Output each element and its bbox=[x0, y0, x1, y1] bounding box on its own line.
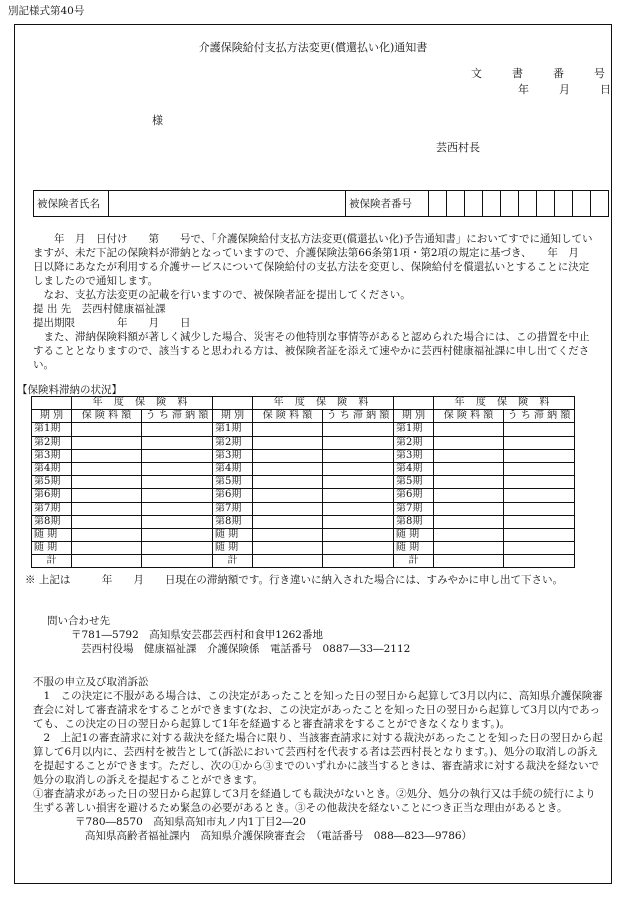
arrears-amount-cell[interactable] bbox=[142, 476, 213, 489]
issuer: 芸西村長 bbox=[436, 141, 480, 154]
insured-number-digit[interactable] bbox=[501, 191, 519, 217]
premium-amount-cell[interactable] bbox=[434, 436, 504, 449]
premium-amount-cell[interactable] bbox=[72, 542, 142, 555]
year-header-blank bbox=[32, 397, 72, 410]
arrears-column-header: う ち 滞 納 額 bbox=[504, 410, 575, 423]
appeal-office: 高知県高齢者福祉課内 高知県介護保険審査会 （電話番号 088―823―9786） bbox=[85, 830, 473, 842]
submit-to: 提 出 先 芸西村健康福祉課 bbox=[33, 303, 166, 315]
table-row bbox=[32, 515, 575, 528]
period-column-header: 期 別 bbox=[213, 410, 253, 423]
premium-amount-cell[interactable] bbox=[72, 436, 142, 449]
table-row bbox=[32, 436, 575, 449]
appeal-paragraph: 2 上記1の審査請求に対する裁決を経た場合に限り、当該審査請求に対する裁決があったことを知った日の翌日から起算して6月以内に、芸西村を被告として(訴訟において芸西村を代表する者は芸西村長となります。)、処分の取消しの訴えを提起することができます。ただし、次の①から③までのいずれかに該当するときは、審査請求に対する裁決を経ないで処分の取消しの訴えを提起することができます。 bbox=[33, 732, 603, 786]
premium-amount-cell[interactable] bbox=[434, 423, 504, 436]
premium-amount-cell[interactable] bbox=[434, 489, 504, 502]
period-label: 随 期 bbox=[32, 542, 72, 555]
arrears-column-header: う ち 滞 納 額 bbox=[142, 410, 213, 423]
appeal-paragraph: ①審査請求があった日の翌日から起算して3月を経過しても裁決がないとき。②処分、処分の執行又は手続の続行により生ずる著しい損害を避けるため緊急の必要があるとき。③その他裁決を経ないことにつき正当な理由があるとき。 bbox=[33, 788, 596, 814]
fiscal-year-header: 年 度 保 険 料 bbox=[253, 397, 394, 410]
period-label: 計 bbox=[394, 555, 434, 568]
arrears-amount-cell[interactable] bbox=[504, 476, 575, 489]
table-row bbox=[32, 502, 575, 515]
amount-column-header: 保 険 料 額 bbox=[72, 410, 142, 423]
appeal-address: 〒780―8570 高知県高知市丸ノ内1丁目2―20 bbox=[75, 816, 306, 828]
arrears-amount-cell[interactable] bbox=[323, 462, 394, 475]
premium-amount-cell[interactable] bbox=[253, 476, 323, 489]
period-label: 第6期 bbox=[394, 489, 434, 502]
body-paragraph: 年 月 日付け 第 号で、「介護保険給付支払方法変更(償還払い化)予告通知書」においてすでに通知していますが、未だ下記の保険料が滞納となっていますので、介護保険法第66条第1項・第2項の規定に基づき、 年 月 日以降にあなたが利用する介護サービスについて保険給付の支払方法を変更し、保険給付を償還払いとすることに決定しましたので通知します。 bbox=[33, 233, 593, 287]
arrears-amount-cell[interactable] bbox=[504, 515, 575, 528]
arrears-column-header: う ち 滞 納 額 bbox=[323, 410, 394, 423]
arrears-amount-cell[interactable] bbox=[323, 423, 394, 436]
period-label: 第2期 bbox=[32, 436, 72, 449]
arrears-amount-cell[interactable] bbox=[504, 436, 575, 449]
premium-amount-cell[interactable] bbox=[72, 489, 142, 502]
table-row bbox=[32, 449, 575, 462]
insured-number-digit[interactable] bbox=[519, 191, 537, 217]
period-label: 随 期 bbox=[32, 528, 72, 541]
fiscal-year-header: 年 度 保 険 料 bbox=[72, 397, 213, 410]
period-label: 第5期 bbox=[394, 476, 434, 489]
appeal-section bbox=[33, 675, 603, 843]
period-label: 第6期 bbox=[32, 489, 72, 502]
period-label: 第8期 bbox=[32, 515, 72, 528]
arrears-amount-cell[interactable] bbox=[142, 542, 213, 555]
arrears-amount-cell[interactable] bbox=[323, 476, 394, 489]
period-label: 第6期 bbox=[213, 489, 253, 502]
premium-amount-cell[interactable] bbox=[434, 462, 504, 475]
arrears-amount-cell[interactable] bbox=[142, 449, 213, 462]
premium-amount-cell[interactable] bbox=[434, 476, 504, 489]
body-paragraph: なお、支払方法変更の記載を行いますので、被保険者証を提出してください。 bbox=[33, 289, 411, 301]
table-row bbox=[32, 423, 575, 436]
premium-amount-cell[interactable] bbox=[253, 555, 323, 568]
premium-amount-cell[interactable] bbox=[72, 515, 142, 528]
period-label: 随 期 bbox=[213, 528, 253, 541]
arrears-table bbox=[31, 396, 575, 568]
insured-name-field[interactable] bbox=[109, 191, 346, 217]
insured-number-digit[interactable] bbox=[447, 191, 465, 217]
period-label: 第7期 bbox=[32, 502, 72, 515]
premium-amount-cell[interactable] bbox=[72, 462, 142, 475]
doc-number-char: 書 bbox=[512, 67, 523, 80]
table-row bbox=[32, 476, 575, 489]
period-label: 計 bbox=[213, 555, 253, 568]
issue-date bbox=[518, 81, 611, 97]
insured-number-digit[interactable] bbox=[429, 191, 447, 217]
premium-amount-cell[interactable] bbox=[434, 555, 504, 568]
arrears-amount-cell[interactable] bbox=[504, 489, 575, 502]
insured-info-table bbox=[33, 190, 609, 217]
period-column-header: 期 別 bbox=[394, 410, 434, 423]
period-column-header: 期 別 bbox=[32, 410, 72, 423]
doc-number-char: 号 bbox=[594, 67, 605, 80]
arrears-amount-cell[interactable] bbox=[142, 515, 213, 528]
table-row bbox=[32, 462, 575, 475]
date-month: 月 bbox=[559, 83, 570, 96]
table-row bbox=[32, 489, 575, 502]
table-row bbox=[32, 528, 575, 541]
arrears-amount-cell[interactable] bbox=[142, 502, 213, 515]
date-day: 日 bbox=[600, 83, 611, 96]
period-label: 第5期 bbox=[32, 476, 72, 489]
arrears-amount-cell[interactable] bbox=[504, 542, 575, 555]
premium-amount-cell[interactable] bbox=[72, 449, 142, 462]
premium-amount-cell[interactable] bbox=[72, 476, 142, 489]
period-label: 第5期 bbox=[213, 476, 253, 489]
insured-number-digit[interactable] bbox=[573, 191, 591, 217]
arrears-amount-cell[interactable] bbox=[142, 528, 213, 541]
arrears-amount-cell[interactable] bbox=[323, 502, 394, 515]
form-number-label: 別記様式第40号 bbox=[8, 5, 85, 17]
arrears-amount-cell[interactable] bbox=[142, 555, 213, 568]
addressee: 様 bbox=[152, 114, 163, 127]
body-paragraph: また、滞納保険料額が著しく減少した場合、災害その他特別な事情等があると認められた場合には、この措置を中止することとなりますので、該当すると思われる方は、被保険者証を添えて速やかに芸西村健康福祉課に申し出てください。 bbox=[33, 331, 590, 371]
premium-amount-cell[interactable] bbox=[253, 502, 323, 515]
period-label: 第8期 bbox=[213, 515, 253, 528]
premium-amount-cell[interactable] bbox=[253, 528, 323, 541]
arrears-amount-cell[interactable] bbox=[142, 436, 213, 449]
premium-amount-cell[interactable] bbox=[253, 462, 323, 475]
document-title: 介護保険給付支払方法変更(償還払い化)通知書 bbox=[198, 41, 428, 54]
period-label: 第8期 bbox=[394, 515, 434, 528]
insured-name-label: 被保険者氏名 bbox=[34, 191, 109, 217]
arrears-amount-cell[interactable] bbox=[142, 423, 213, 436]
period-label: 随 期 bbox=[394, 542, 434, 555]
premium-amount-cell[interactable] bbox=[253, 436, 323, 449]
contact-office: 芸西村役場 健康福祉課 介護保険係 電話番号 0887―33―2112 bbox=[81, 643, 411, 655]
period-label: 第2期 bbox=[394, 436, 434, 449]
premium-amount-cell[interactable] bbox=[72, 423, 142, 436]
period-label: 第2期 bbox=[213, 436, 253, 449]
fiscal-year-header: 年 度 保 険 料 bbox=[434, 397, 575, 410]
period-label: 第1期 bbox=[213, 423, 253, 436]
appeal-heading: 不服の申立及び取消訴訟 bbox=[33, 676, 149, 688]
arrears-amount-cell[interactable] bbox=[323, 436, 394, 449]
submit-deadline: 提出期限 年 月 日 bbox=[33, 317, 191, 329]
premium-amount-cell[interactable] bbox=[434, 449, 504, 462]
appeal-paragraph: 1 この決定に不服がある場合は、この決定があったことを知った日の翌日から起算して3月以内に、高知県介護保険審査会に対して審査請求をすることができます(なお、この決定があったことを知った日の翌日から起算して3月以内であっても、この決定の日の翌日から起算して1年を経過すると審査請求をすることができなくなります。)。 bbox=[33, 690, 603, 730]
period-label: 第4期 bbox=[394, 462, 434, 475]
premium-amount-cell[interactable] bbox=[72, 555, 142, 568]
period-label: 第1期 bbox=[394, 423, 434, 436]
amount-column-header: 保 険 料 額 bbox=[253, 410, 323, 423]
amount-column-header: 保 険 料 額 bbox=[434, 410, 504, 423]
premium-amount-cell[interactable] bbox=[253, 515, 323, 528]
arrears-amount-cell[interactable] bbox=[323, 555, 394, 568]
period-label: 第3期 bbox=[394, 449, 434, 462]
contact-address: 〒781―5792 高知県安芸郡芸西村和食甲1262番地 bbox=[71, 629, 323, 641]
arrears-amount-cell[interactable] bbox=[504, 449, 575, 462]
arrears-amount-cell[interactable] bbox=[323, 489, 394, 502]
period-label: 随 期 bbox=[394, 528, 434, 541]
year-header-blank bbox=[394, 397, 434, 410]
arrears-amount-cell[interactable] bbox=[142, 489, 213, 502]
premium-amount-cell[interactable] bbox=[72, 502, 142, 515]
period-label: 随 期 bbox=[213, 542, 253, 555]
premium-amount-cell[interactable] bbox=[434, 542, 504, 555]
premium-amount-cell[interactable] bbox=[253, 489, 323, 502]
premium-amount-cell[interactable] bbox=[434, 502, 504, 515]
doc-number-char: 番 bbox=[553, 67, 564, 80]
contact-heading: 問い合わせ先 bbox=[47, 615, 110, 627]
arrears-amount-cell[interactable] bbox=[142, 462, 213, 475]
insured-number-digit[interactable] bbox=[591, 191, 609, 217]
arrears-amount-cell[interactable] bbox=[323, 515, 394, 528]
premium-amount-cell[interactable] bbox=[253, 449, 323, 462]
insured-number-digit[interactable] bbox=[465, 191, 483, 217]
insured-number-label: 被保険者番号 bbox=[346, 191, 429, 217]
premium-amount-cell[interactable] bbox=[253, 423, 323, 436]
arrears-amount-cell[interactable] bbox=[504, 502, 575, 515]
premium-amount-cell[interactable] bbox=[434, 515, 504, 528]
body-text bbox=[33, 232, 599, 372]
period-label: 第3期 bbox=[213, 449, 253, 462]
doc-number-char: 文 bbox=[471, 67, 482, 80]
arrears-amount-cell[interactable] bbox=[504, 528, 575, 541]
table-row bbox=[32, 555, 575, 568]
date-year: 年 bbox=[518, 83, 529, 96]
arrears-amount-cell[interactable] bbox=[323, 528, 394, 541]
period-label: 計 bbox=[32, 555, 72, 568]
arrears-amount-cell[interactable] bbox=[504, 462, 575, 475]
premium-amount-cell[interactable] bbox=[434, 528, 504, 541]
arrears-amount-cell[interactable] bbox=[323, 449, 394, 462]
table-row bbox=[32, 542, 575, 555]
document-number bbox=[471, 65, 605, 81]
insured-number-digit[interactable] bbox=[537, 191, 555, 217]
period-label: 第4期 bbox=[213, 462, 253, 475]
year-header-blank bbox=[213, 397, 253, 410]
arrears-amount-cell[interactable] bbox=[504, 555, 575, 568]
premium-amount-cell[interactable] bbox=[72, 528, 142, 541]
period-label: 第1期 bbox=[32, 423, 72, 436]
arrears-amount-cell[interactable] bbox=[504, 423, 575, 436]
insured-number-digit[interactable] bbox=[555, 191, 573, 217]
period-label: 第7期 bbox=[394, 502, 434, 515]
arrears-amount-cell[interactable] bbox=[323, 542, 394, 555]
period-label: 第4期 bbox=[32, 462, 72, 475]
insured-number-digit[interactable] bbox=[483, 191, 501, 217]
period-label: 第7期 bbox=[213, 502, 253, 515]
document-frame bbox=[14, 24, 612, 884]
period-label: 第3期 bbox=[32, 449, 72, 462]
premium-amount-cell[interactable] bbox=[253, 542, 323, 555]
arrears-note: ※ 上記は 年 月 日現在の滞納額です。行き違いに納入された場合には、すみやかに申し出て下さい。 bbox=[25, 574, 563, 586]
arrears-heading: 【保険料滞納の状況】 bbox=[17, 384, 122, 396]
